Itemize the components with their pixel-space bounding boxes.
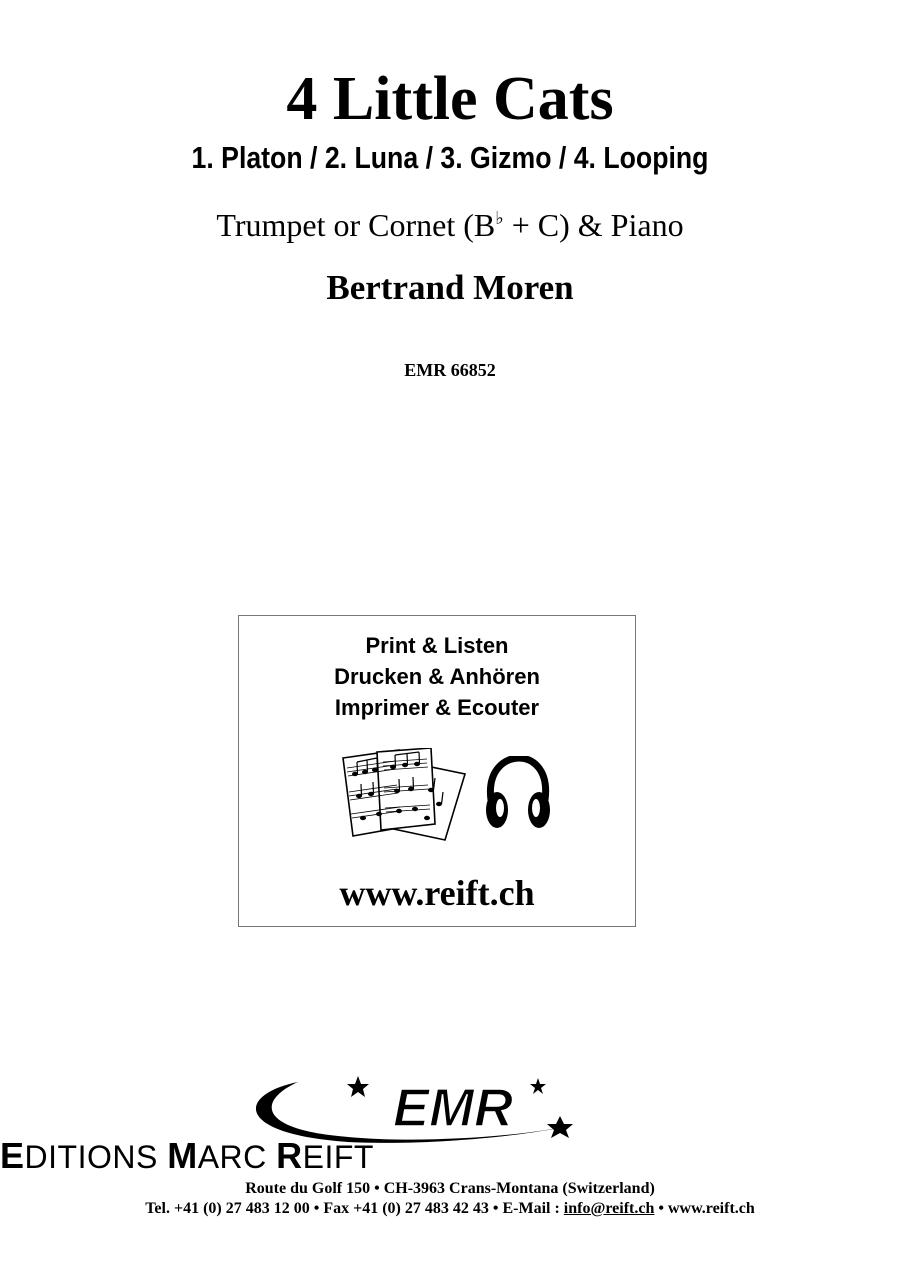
flat-sign: ♭	[495, 208, 504, 228]
page-title: 4 Little Cats	[286, 65, 614, 133]
promo-line-french: Imprimer & Ecouter	[334, 695, 540, 720]
promo-line-english: Print & Listen	[365, 633, 509, 658]
promo-website-link[interactable]: www.reift.ch	[339, 873, 535, 913]
instrumentation-part2: + C) & Piano	[503, 207, 684, 243]
publisher-name-part-ditions: DITIONS	[24, 1139, 168, 1175]
email-link[interactable]: info@reift.ch	[563, 1200, 655, 1217]
publisher-name-part-eift: EIFT	[302, 1139, 374, 1175]
promo-text	[239, 630, 635, 723]
instrumentation	[0, 197, 900, 246]
contact-website[interactable]: • www.reift.ch	[654, 1200, 755, 1217]
headphones-icon	[483, 756, 553, 834]
promo-line-german: Drucken & Anhören	[334, 664, 540, 689]
movements-subtitle: 1. Platon / 2. Luna / 3. Gizmo / 4. Looping	[191, 140, 709, 175]
contact-phone-fax: Tel. +41 (0) 27 483 12 00 • Fax +41 (0) 27 483 42 43 • E-Mail :	[145, 1200, 564, 1217]
publisher-name-initial-r: R	[276, 1135, 303, 1176]
catalog-number: EMR 66852	[404, 360, 496, 380]
publisher-name	[0, 1135, 440, 1176]
instrumentation-part1: Trumpet or Cornet (B	[216, 207, 496, 243]
publisher-name-initial-e: E	[0, 1135, 25, 1176]
print-listen-box[interactable]	[238, 615, 636, 927]
sheet-music-icon	[339, 748, 467, 842]
emr-logo-text: EMR	[393, 1078, 513, 1138]
publisher-contact	[0, 1198, 900, 1220]
publisher-name-initial-m: M	[167, 1135, 198, 1176]
composer-name: Bertrand Moren	[326, 268, 574, 307]
publisher-address: Route du Golf 150 • CH-3963 Crans-Montana (Switzerland)	[245, 1180, 655, 1197]
publisher-name-part-arc: ARC	[197, 1139, 277, 1175]
